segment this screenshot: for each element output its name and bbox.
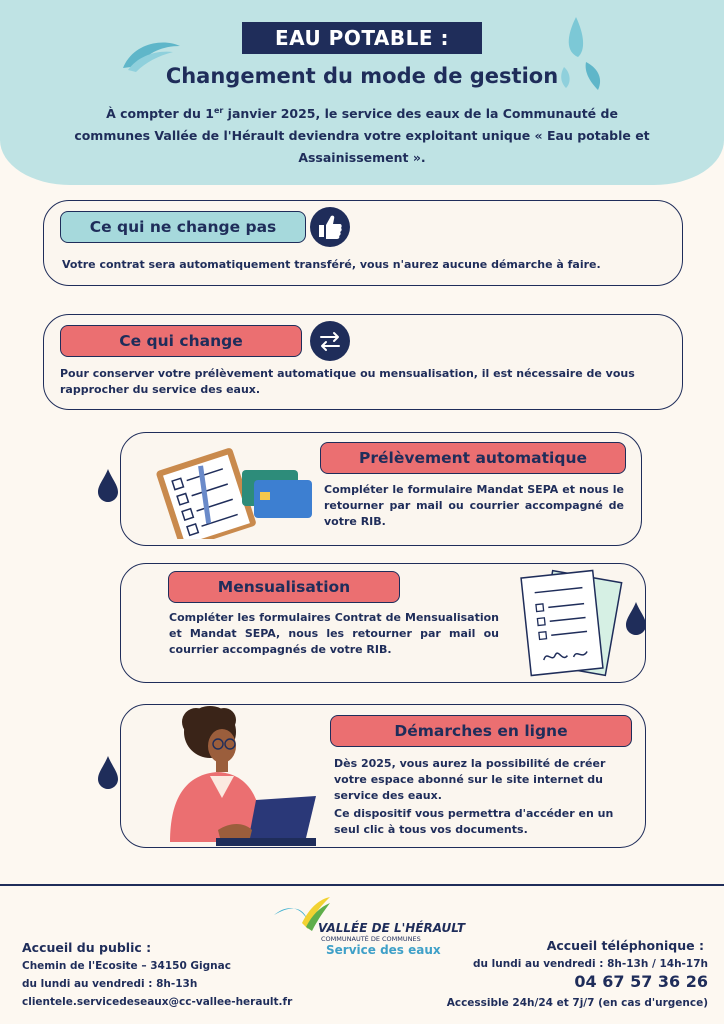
documents-illustration [514, 566, 624, 682]
section-no-change-title: Ce qui ne change pas [60, 211, 306, 243]
intro-part1: À compter du 1 [106, 106, 214, 122]
water-drop-icon [624, 600, 648, 636]
footer-public-title: Accueil du public : [22, 940, 152, 955]
footer-divider [0, 884, 724, 886]
footer-phone-number[interactable]: 04 67 57 36 26 [574, 972, 708, 991]
intro-part2: janvier 2025, le service des eaux de la Communauté de communes Vallée de l'Hérault deviendra votre exploitant unique « Eau potable et Assainissement ». [74, 106, 650, 166]
section-no-change-text: Votre contrat sera automatiquement transféré, vous n'aurez aucune démarche à faire. [62, 258, 601, 271]
section-mensualisation-title: Mensualisation [168, 571, 400, 603]
water-drop-icon [96, 467, 120, 503]
footer-public-hours: du lundi au vendredi : 8h-13h [22, 978, 198, 990]
section-demarches-title: Démarches en ligne [330, 715, 632, 747]
logo-service: Service des eaux [326, 943, 441, 957]
swap-arrows-icon [310, 321, 350, 361]
clipboard-cards-illustration [150, 444, 315, 539]
footer-address: Chemin de l'Ecosite – 34150 Gignac [22, 960, 231, 972]
woman-laptop-illustration [156, 702, 324, 852]
intro-text [70, 100, 654, 169]
section-demarches-text2: Ce dispositif vous permettra d'accéder en un seul clic à tous vos documents. [334, 807, 614, 836]
intro-sup: er [213, 106, 224, 115]
logo-tagline: COMMUNAUTÉ DE COMMUNES [321, 935, 421, 943]
section-prelevement-text: Compléter le formulaire Mandat SEPA et nous le retourner par mail ou courrier accompagné de votre RIB. [324, 483, 624, 528]
section-demarches-text1: Dès 2025, vous aurez la possibilité de créer votre espace abonné sur le site internet du service des eaux. [334, 757, 606, 802]
section-prelevement-title: Prélèvement automatique [320, 442, 626, 474]
section-change-text: Pour conserver votre prélèvement automatique ou mensualisation, il est nécessaire de vous rapprocher du service des eaux. [60, 367, 635, 396]
footer-urgence: Accessible 24h/24 et 7j/7 (en cas d'urgence) [446, 997, 708, 1009]
logo-name: VALLÉE DE L'HÉRAULT [318, 921, 466, 935]
footer-email[interactable]: clientele.servicedeseaux@cc-vallee-herault.fr [22, 996, 293, 1008]
section-change-title: Ce qui change [60, 325, 302, 357]
water-splash-right-icon [556, 12, 606, 102]
section-mensualisation-text: Compléter les formulaires Contrat de Mensualisation et Mandat SEPA, nous les retourner par mail ou courrier accompagnés de votre RIB. [169, 611, 499, 656]
page-subtitle: Changement du mode de gestion [165, 64, 559, 88]
footer-phone-hours: du lundi au vendredi : 8h-13h / 14h-17h [473, 958, 708, 970]
water-drop-icon [96, 754, 120, 790]
page-title: EAU POTABLE : [242, 22, 482, 54]
thumbs-up-icon [310, 207, 350, 247]
footer-phone-title: Accueil téléphonique : [546, 938, 704, 953]
